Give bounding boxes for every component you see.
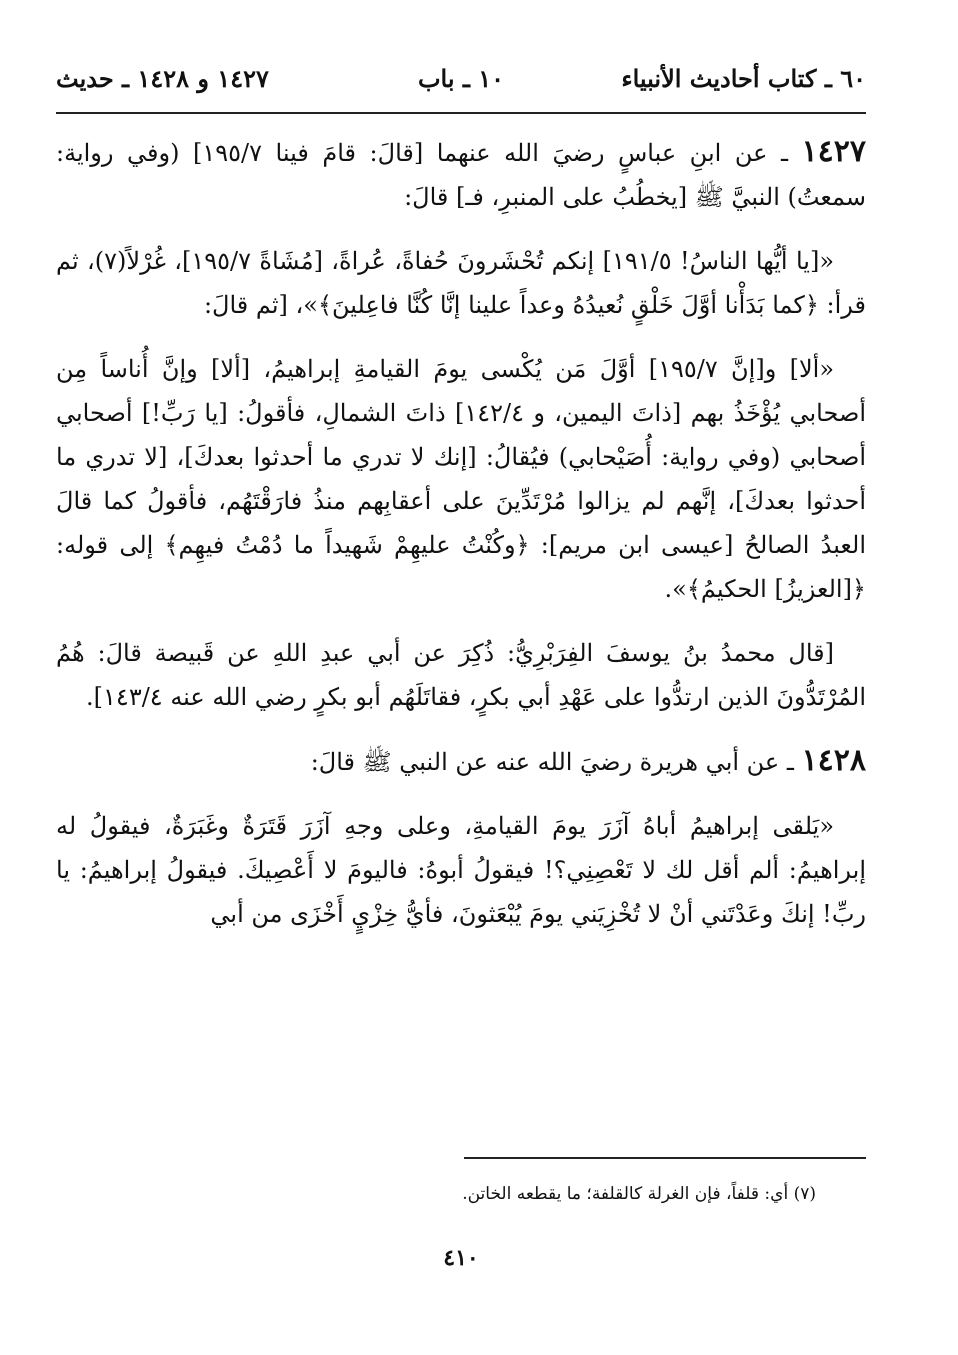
header-book-title: ٦٠ ـ كتاب أحاديث الأنبياء: [621, 64, 866, 93]
hadith-number: ١٤٢٧: [801, 134, 866, 169]
paragraph-text: «ألا] و[إنَّ ١٩٥/٧] أوَّلَ مَن يُكْسى يومَ القيامةِ إبراهيمُ، [ألا] وإنَّ أُناساً مِن أصحابي يُؤْخَذُ بهم [ذاتَ اليمين، و ١٤٢/٤] ذاتَ الشمالِ، فأقولُ: [يا رَبِّ!] أصحابي أصحابي (وفي رواية: أُصَيْحابي) فيُقالُ: [إنك لا تدري ما أحدثوا بعدكَ]، [لا تدري ما أحدثوا بعدكَ]، إنَّهم لم يزالوا مُرْتَدِّينَ على أعقابِهم منذُ فارَقْتَهُم، فأقولُ كما قالَ العبدُ الصالحُ [عيسى ابن مريم]: ﴿وكُنْتُ عليهِمْ شَهيداً ما دُمْتُ فيهِم﴾ إلى قوله: ﴿[العزيزُ] الحكيمُ﴾».: [56, 355, 866, 603]
paragraph-text: ـ عن ابنِ عباسٍ رضيَ الله عنهما [قالَ: قامَ فينا ١٩٥/٧] (وفي رواية: سمعتُ) النبيَّ ﷺ [يخطُبُ على المنبرِ، فـ] قالَ:: [56, 139, 866, 211]
running-header: [56, 58, 866, 98]
hadith-paragraph: [56, 739, 866, 784]
paragraph-text: [قال محمدُ بنُ يوسفَ الفِرَبْرِيُّ: ذُكِرَ عن أبي عبدِ اللهِ عن قَبيصة قالَ: هُمُ المُرْتَدُّونَ الذين ارتدُّوا على عَهْدِ أبي بكرٍ، فقاتَلَهُم أبو بكرٍ رضي الله عنه ١٤٣/٤].: [56, 639, 866, 711]
header-hadith-range: ١٤٢٧ و ١٤٢٨ ـ حديث: [56, 64, 269, 93]
footnote: (٧) أي: قلفاً، فإن الغرلة كالقلفة؛ ما يقطعه الخاتن.: [462, 1184, 816, 1204]
hadith-number: ١٤٢٨: [801, 743, 866, 778]
paragraph-text: «[يا أيُّها الناسُ! ١٩١/٥] إنكم تُحْشَرونَ حُفاةً، عُراةً، [مُشَاةً ١٩٥/٧]، غُرْلاً(٧)، ثم قرأ: ﴿كما بَدَأْنا أوَّلَ خَلْقٍ نُعيدُهُ وعداً علينا إنَّا كُنَّا فاعِلينَ﴾»، [ثم قالَ:: [56, 247, 866, 319]
hadith-paragraph: [56, 130, 866, 219]
page-number: ٤١٠: [443, 1245, 479, 1271]
paragraph-text: «يَلقى إبراهيمُ أباهُ آزَرَ يومَ القيامةِ، وعلى وجهِ آزَرَ قَتَرَةٌ وغَبَرَةٌ، فيقولُ له إبراهيمُ: ألم أقل لك لا تَعْصِنِي؟! فيقولُ أبوهُ: فاليومَ لا أَعْصِيكَ. فيقولُ إبراهيمُ: يا ربِّ! إنكَ وعَدْتَني أنْ لا تُخْزِيَني يومَ يُبْعَثونَ، فأيُّ خِزْيٍ أَخْزَى من أبي: [56, 812, 867, 928]
narrator-note: [56, 631, 866, 719]
book-page: [56, 0, 866, 1355]
footnote-divider: [464, 1157, 866, 1159]
hadith-paragraph: [56, 804, 866, 936]
header-chapter: ١٠ ـ باب: [417, 64, 505, 93]
header-divider: [56, 112, 866, 114]
hadith-paragraph: [56, 347, 866, 611]
hadith-paragraph: [56, 239, 866, 327]
paragraph-text: ـ عن أبي هريرة رضيَ الله عنه عن النبي ﷺ قالَ:: [310, 748, 802, 776]
main-text: [56, 130, 866, 956]
